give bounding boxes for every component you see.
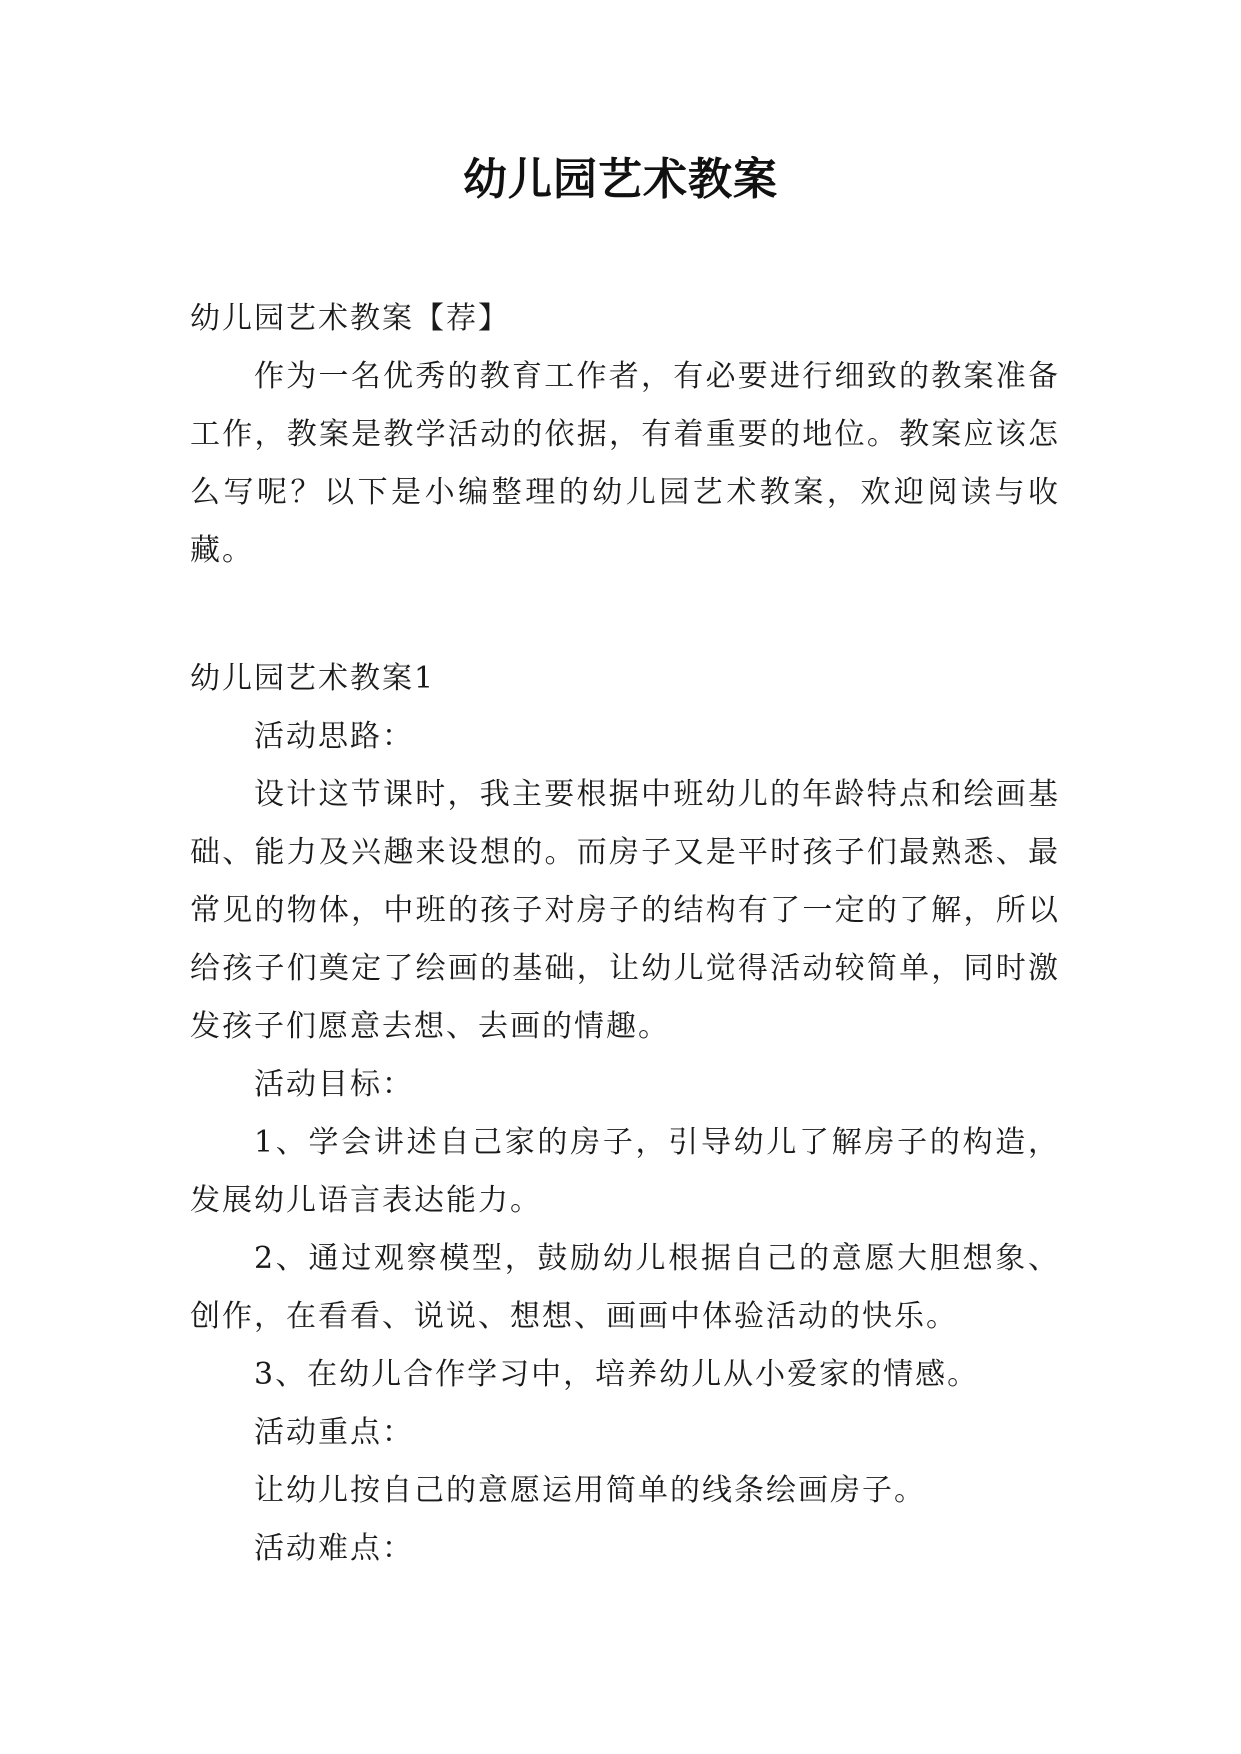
section-heading: 幼儿园艺术教案1 <box>190 661 436 696</box>
document-title: 幼儿园艺术教案 <box>463 154 778 205</box>
subtitle-line: 幼儿园艺术教案【荐】 <box>190 301 510 336</box>
goal-item-3: 3、在幼儿合作学习中，培养幼儿从小爱家的情感。 <box>254 1357 980 1392</box>
section-spacer <box>190 580 1060 650</box>
subheading-activity-difficulty: 活动难点： <box>254 1531 414 1566</box>
subheading-activity-goals: 活动目标： <box>254 1067 414 1102</box>
activity-focus-paragraph: 让幼儿按自己的意愿运用简单的线条绘画房子。 <box>254 1473 926 1508</box>
goal-item-2: 2、通过观察模型，鼓励幼儿根据自己的意愿大胆想象、创作，在看看、说说、想想、画画中体验活动的快乐。 <box>190 1241 1060 1334</box>
intro-paragraph: 作为一名优秀的教育工作者，有必要进行细致的教案准备工作，教案是教学活动的依据，有着重要的地位。教案应该怎么写呢？以下是小编整理的幼儿园艺术教案，欢迎阅读与收藏。 <box>190 359 1060 568</box>
subheading-activity-focus: 活动重点： <box>254 1415 414 1450</box>
activity-idea-paragraph: 设计这节课时，我主要根据中班幼儿的年龄特点和绘画基础、能力及兴趣来设想的。而房子又是平时孩子们最熟悉、最常见的物体，中班的孩子对房子的结构有了一定的了解，所以给孩子们奠定了绘画的基础，让幼儿觉得活动较简单，同时激发孩子们愿意去想、去画的情趣。 <box>190 777 1060 1044</box>
document-body <box>190 290 1060 1578</box>
goal-item-1: 1、学会讲述自己家的房子，引导幼儿了解房子的构造，发展幼儿语言表达能力。 <box>190 1125 1060 1218</box>
subheading-activity-idea: 活动思路： <box>254 719 414 754</box>
